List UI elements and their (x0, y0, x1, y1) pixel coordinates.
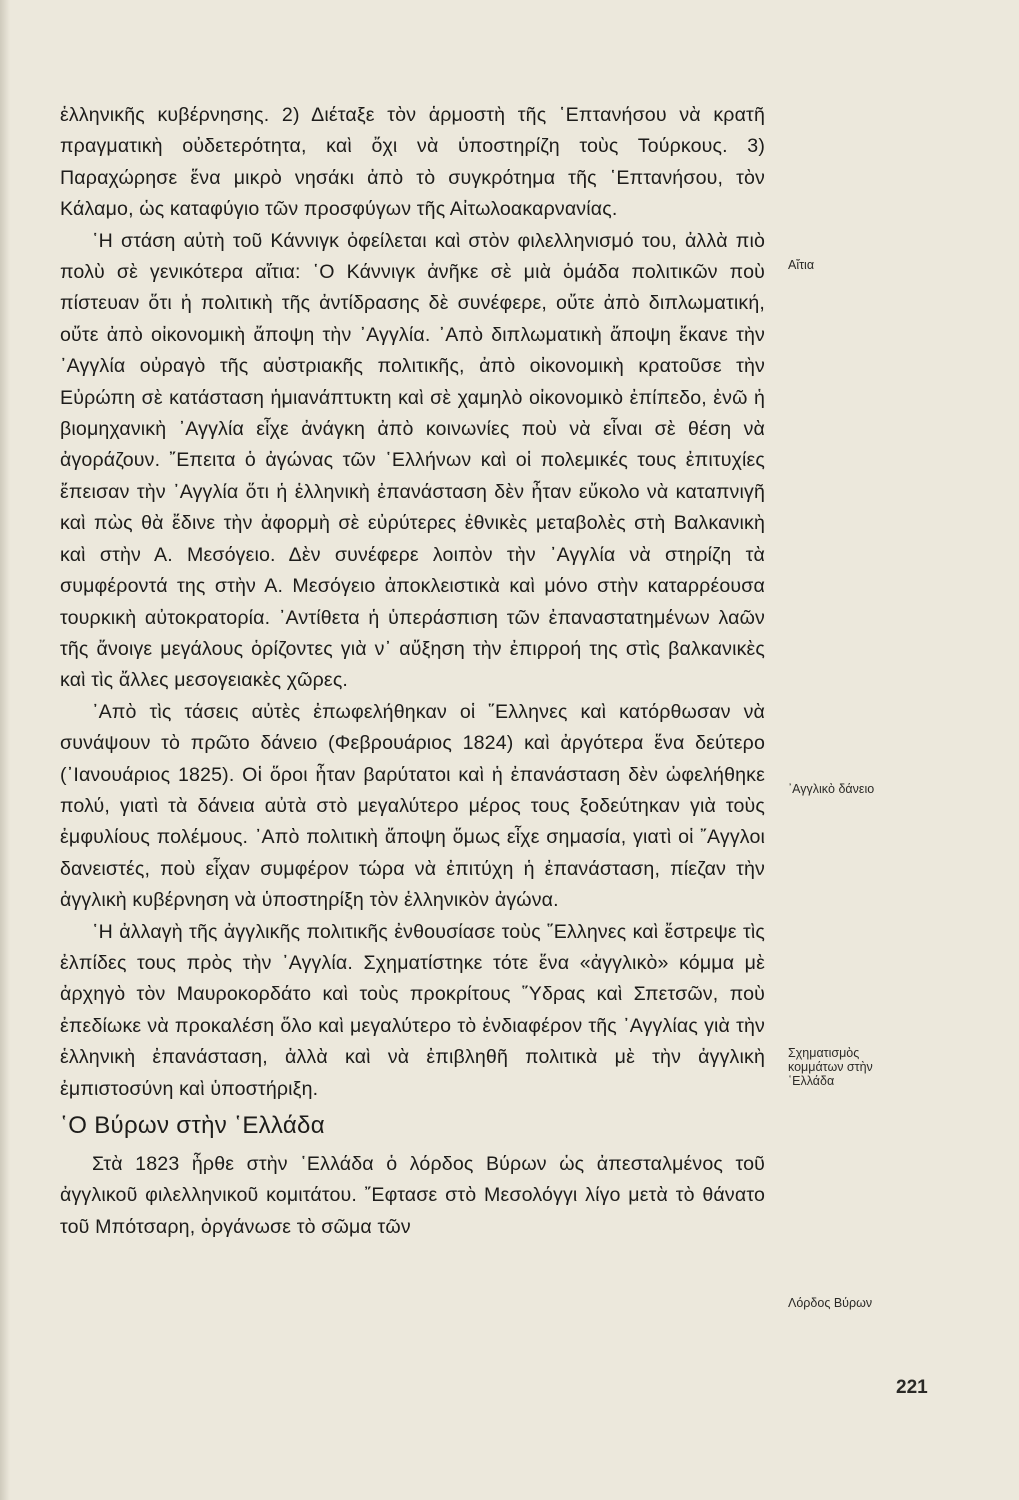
main-text-column (60, 100, 765, 1243)
section-paragraph: Στὰ 1823 ἦρθε στὴν ῾Ελλάδα ὁ λόρδος Βύρων ὡς ἀπεσταλμένος τοῦ ἀγγλικοῦ φιλελληνικοῦ κομιτάτου. ῎Εφτασε στὸ Μεσολόγγι λίγο μετὰ τὸ θάνατο τοῦ Μπότσαρη, ὀργάνωσε τὸ σῶμα τῶν (60, 1153, 765, 1238)
page-edge-shadow (0, 0, 10, 1500)
margin-note-vyron: Λόρδος Βύρων (788, 1296, 873, 1310)
paragraph-2: ῾Η στάση αὐτὴ τοῦ Κάννιγκ ὀφείλεται καὶ στὸν φιλελληνισμό του, ἀλλὰ πιὸ πολὺ σὲ γενικότερα αἴτια: ῾Ο Κάννιγκ ἀνῆκε σὲ μιὰ ὁμάδα πολιτικῶν ποὺ πίστευαν ὅτι ἡ πολιτικὴ τῆς ἀντίδρασης δὲ συνέφερε, οὔτε ἀπὸ διπλωματική, οὔτε ἀπὸ οἰκονομικὴ ἄποψη τὴν ᾽Αγγλία. ᾽Απὸ διπλωματικὴ ἄποψη ἔκανε τὴν ᾽Αγγλία οὐραγὸ τῆς αὐστριακῆς πολιτικῆς, ἀπὸ οἰκονομικὴ κρατοῦσε τὴν Εὐρώπη σὲ κατάσταση ἡμιανάπτυκτη καὶ σὲ χαμηλὸ οἰκονομικὸ ἐπίπεδο, ἐνῶ ἡ βιομηχανικὴ ᾽Αγγλία εἶχε ἀνάγκη ἀπὸ κοινωνίες ποὺ νὰ εἶναι σὲ θέση νὰ ἀγοράζουν. ῎Επειτα ὁ ἀγώνας τῶν ῾Ελλήνων καὶ οἱ πολεμικές τους ἐπιτυχίες ἔπεισαν τὴν ᾽Αγγλία ὅτι ἡ ἑλληνικὴ ἐπανάσταση δὲν ἦταν εὔκολο νὰ καταπνιγῆ καὶ πὼς θὰ ἔδινε τὴν ἀφορμὴ σὲ εὐρύτερες ἐθνικὲς μεταβολὲς στὴ Βαλκανικὴ καὶ στὴν Α. Μεσόγειο. Δὲν συνέφερε λοιπὸν τὴν ᾽Αγγλία νὰ στηρίζη τὰ συμφέροντά της στὴν Α. Μεσόγειο ἀποκλειστικὰ καὶ μόνο στὴν καταρρέουσα τουρκικὴ αὐτοκρατορία. ᾽Αντίθετα ἡ ὑπεράσπιση τῶν ἐπαναστατημένων λαῶν τῆς ἄνοιγε μεγάλους ὁρίζοντες γιὰ ν᾽ αὔξηση τὴν ἐπιρροή της στὶς βαλκανικὲς καὶ τὶς ἄλλες μεσογειακὲς χῶρες. (60, 229, 765, 692)
paragraph-1: ἑλληνικῆς κυβέρνησης. 2) Διέταξε τὸν ἁρμοστὴ τῆς ῾Επτανήσου νὰ κρατῆ πραγματικὴ οὐδετερότητα, καὶ ὄχι νὰ ὑποστηρίζη τοὺς Τούρκους. 3) Παραχώρησε ἕνα μικρὸ νησάκι ἀπὸ τὸ συγκρότημα τῆς ῾Επτανήσου, τὸν Κάλαμο, ὡς καταφύγιο τῶν προσφύγων τῆς Αἰτωλοακαρνανίας. (60, 104, 765, 221)
margin-note-aitia: Αἴτια (788, 258, 815, 272)
section-heading: ῾Ο Βύρων στὴν ῾Ελλάδα (60, 1112, 325, 1139)
paragraph-3: ᾽Απὸ τὶς τάσεις αὐτὲς ἐπωφελήθηκαν οἱ ῞Ελληνες καὶ κατόρθωσαν νὰ συνάψουν τὸ πρῶτο δάνειο (Φεβρουάριος 1824) καὶ ἀργότερα ἕνα δεύτερο (᾽Ιανουάριος 1825). Οἱ ὅροι ἦταν βαρύτατοι καὶ ἡ ἐπανάσταση δὲν ὠφελήθηκε πολύ, γιατὶ τὰ δάνεια αὐτὰ στὸ μεγαλύτερο μέρος τους ξοδεύτηκαν γιὰ τοὺς ἐμφυλίους πολέμους. ᾽Απὸ πολιτικὴ ἄποψη ὅμως εἶχε σημασία, γιατὶ οἱ ῎Αγγλοι δανειστές, ποὺ εἶχαν συμφέρον τώρα νὰ ἐπιτύχη ἡ ἐπανάσταση, πίεζαν τὴν ἀγγλικὴ κυβέρνηση νὰ ὑποστηρίξη τὸν ἑλληνικὸν ἀγώνα. (60, 700, 765, 912)
margin-note-daneio: ᾽Αγγλικὸ δάνειο (788, 782, 875, 796)
paragraph-4: ῾Η ἀλλαγὴ τῆς ἀγγλικῆς πολιτικῆς ἐνθουσίασε τοὺς ῞Ελληνες καὶ ἔστρεψε τὶς ἐλπίδες τους πρὸς τὴν ᾽Αγγλία. Σχηματίστηκε τότε ἕνα «ἀγγλικὸ» κόμμα μὲ ἀρχηγὸ τὸν Μαυροκορδάτο καὶ τοὺς προκρίτους ῞Υδρας καὶ Σπετσῶν, ποὺ ἐπεδίωκε νὰ προκαλέση ὅλο καὶ μεγαλύτερο τὸ ἐνδιαφέρον τῆς ᾽Αγγλίας γιὰ τὴν ἑλληνικὴ ἐπανάσταση, ἀλλὰ καὶ νὰ ἐπιβληθῆ πολιτικὰ μὲ τὴν ἀγγλικὴ ἐμπιστοσύνη καὶ ὑποστήριξη. (60, 920, 765, 1100)
page-number: 221 (896, 1377, 928, 1398)
margin-note-kommata: Σχηματισμὸς κομμάτων στὴν ῾Ελλάδα (788, 1046, 873, 1088)
